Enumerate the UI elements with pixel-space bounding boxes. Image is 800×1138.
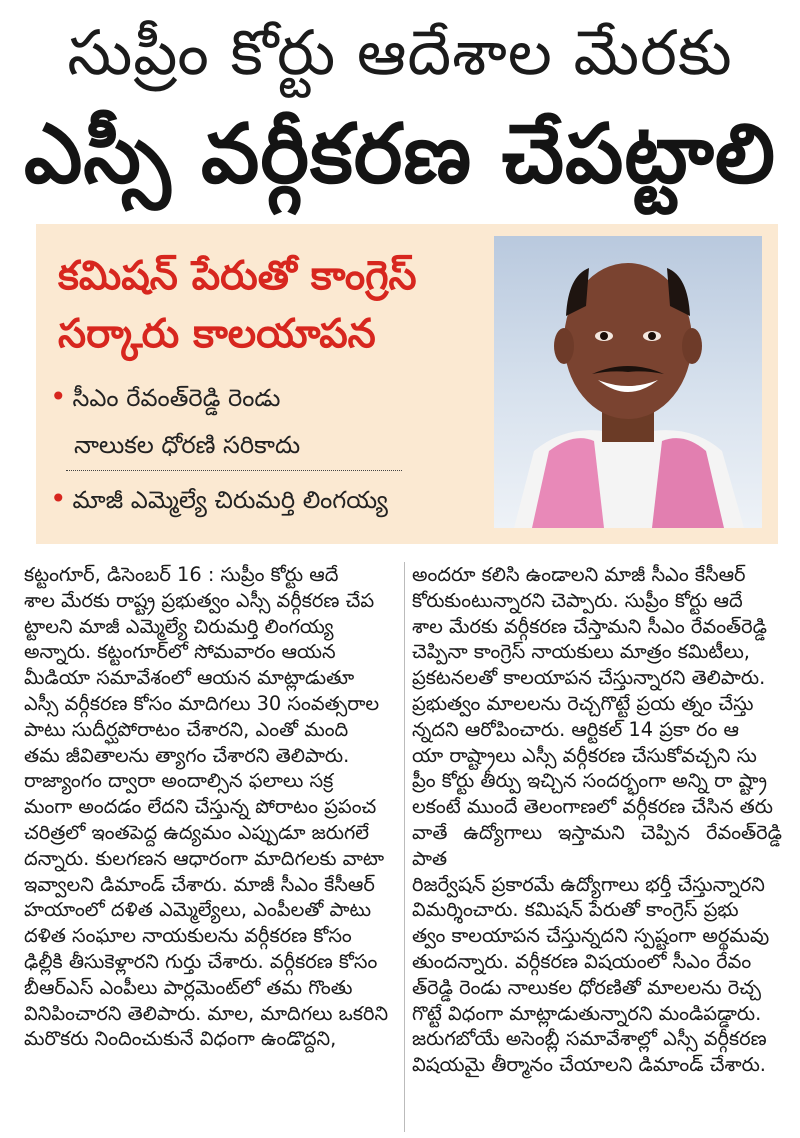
bullet-divider: [66, 470, 402, 471]
bullet-point-1-line-1: సీఎం రేవంత్‌రెడ్డి రెండు: [72, 384, 281, 412]
column-divider: [404, 562, 405, 1132]
bullet-point-2-line-1: మాజీ ఎమ్మెల్యే చిరుమర్తి లింగయ్య: [72, 486, 388, 514]
subheadline-line-2: సర్కారు కాలయాపన: [58, 311, 376, 357]
subheadline-line-1: కమిషన్ పేరుతో కాంగ్రెస్: [58, 253, 417, 299]
bullet-point-2: [50, 476, 490, 522]
article-text-left: కట్టంగూర్, డిసెంబర్ 16 : సుప్రీం కోర్టు ఆదే శాల మేరకు రాష్ట్ర ప్రభుత్వం ఎస్సీ వర్గీకరణ చేప ట్టాలని మాజీ ఎమ్మెల్యే చిరుమర్తి లింగయ్య అన్నారు. కట్టంగూర్‌లో సోమవారం ఆయన మీడియా సమావేశంలో ఆయన మాట్లాడుతూ ఎస్సీ వర్గీకరణ కోసం మాదిగలు 30 సంవత్సరాల పాటు సుదీర్ఘపోరాటం చేశారని, ఎంతో మంది తమ జీవితాలను త్యాగం చేశారని తెలిపారు. రాజ్యాంగం ద్వారా అందాల్సిన ఫలాలు సక్ర మంగా అందడం లేదని చేస్తున్న పోరాటం ప్రపంచ చరిత్రలో ఇంతపెద్ద ఉద్యమం ఎప్పుడూ జరుగలే దన్నారు. కులగణన ఆధారంగా మాదిగలకు వాటా ఇవ్వాలని డిమాండ్ చేశారు. మాజీ సీఎం కేసీఆర్ హయాంలో దళిత ఎమ్మెల్యేలు, ఎంపీలతో పాటు దళిత సంఘాల నాయకులను వర్గీకరణ కోసం ఢిల్లీకి తీసుకెళ్లారని గుర్తు చేశారు. వర్గీకరణ కోసం బీఆర్ఎస్ ఎంపీలు పార్లమెంట్‌లో తమ గొంతు వినిపించారని తెలిపారు. మాల, మాదిగలు ఒకరిని మరొకరు నిందించుకునే విధంగా ఉండొద్దని,: [24, 563, 389, 1051]
bullet-icon: •: [50, 380, 67, 413]
bullet-point-1: [50, 374, 490, 420]
article-text-right: అందరూ కలిసి ఉండాలని మాజీ సీఎం కేసీఆర్ కోరుకుంటున్నారని చెప్పారు. సుప్రీం కోర్టు ఆదే శాల మేరకు వర్గీకరణ చేస్తామని సీఎం రేవంత్‌రెడ్డి చెప్పినా కాంగ్రెస్ నాయకులు మాత్రం కమిటీలు, ప్రకటనలతో కాలయాపన చేస్తున్నారని తెలిపారు. ప్రభుత్వం మాలలను రెచ్చగొట్టే ప్రయ త్నం చేస్తు న్నదని ఆరోపించారు. ఆర్టికల్ 14 ప్రకా రం ఆ యా రాష్ట్రాలు ఎస్సీ వర్గీకరణ చేసుకోవచ్చని సు ప్రీం కోర్టు తీర్పు ఇచ్చిన సందర్భంగా అన్ని రా ష్ట్రా లకంటే ముందే తెలంగాణలో వర్గీకరణ చేసిన తరు వాతే ఉద్యోగాలు ఇస్తామని చెప్పిన రేవంత్‌రెడ్డి పాత రిజర్వేషన్ ప్రకారమే ఉద్యోగాలు భర్తీ చేస్తున్నారని విమర్శించారు. కమిషన్ పేరుతో కాంగ్రెస్ ప్రభు త్వం కాలయాపన చేస్తున్నదని స్పష్టంగా అర్థమవు తుందన్నారు. వర్గీకరణ విషయంలో సీఎం రేవం త్‌రెడ్డి రెండు నాలుకల ధోరణితో మాలలను రెచ్చ గొట్టే విధంగా మాట్లాడుతున్నారని మండిపడ్డారు. జరుగబోయే అసెంబ్లీ సమావేశాల్లో ఎస్సీ వర్గీకరణ విషయమై తీర్మానం చేయాలని డిమాండ్ చేశారు.: [412, 563, 782, 1077]
article-column-left: [24, 562, 394, 1132]
headline-line-2: ఎస్సీ వర్గీకరణ చేపట్టాలి: [23, 107, 777, 202]
article-column-right: [412, 562, 782, 1132]
bullet-icon: •: [50, 482, 67, 515]
headline-line-1: సుప్రీం కోర్టు ఆదేశాల మేరకు: [67, 16, 733, 89]
portrait-illustration: [494, 236, 762, 528]
bullet-point-1-line-2: నాలుకల ధోరణి సరికాదు: [74, 431, 301, 459]
portrait-photo: [494, 236, 762, 528]
headline: [0, 0, 800, 215]
